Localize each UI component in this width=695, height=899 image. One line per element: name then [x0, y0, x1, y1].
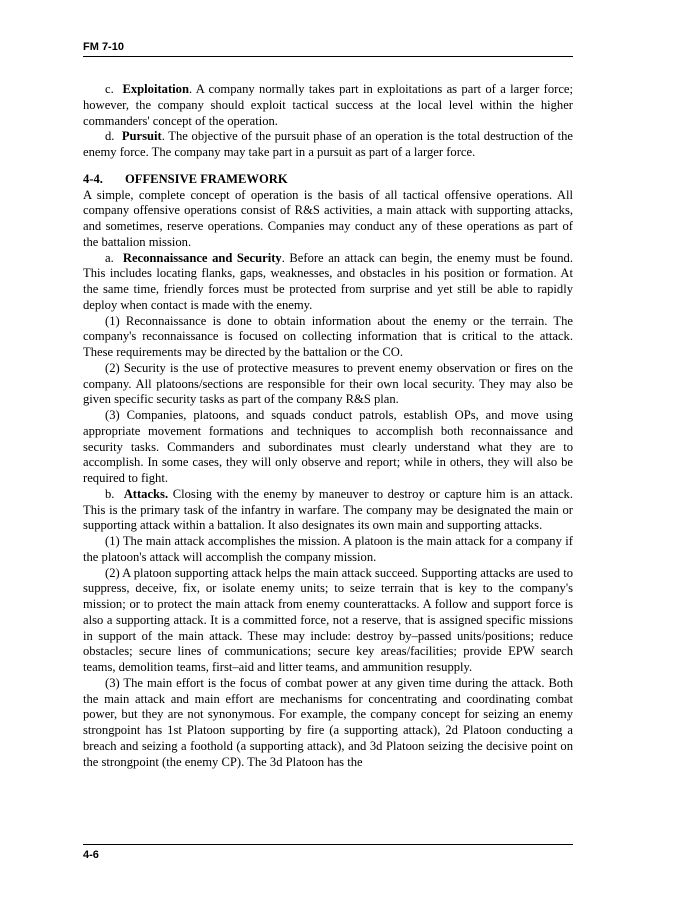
section-number: 4-4.: [83, 171, 103, 186]
header-rule: [83, 56, 573, 57]
paragraph-a-label: a.: [105, 250, 114, 265]
paragraph-b1: (1) The main attack accomplishes the mission. A platoon is the main attack for a company if the platoon's attack will accomplish the company mission.: [83, 534, 573, 564]
section-title: OFFENSIVE FRAMEWORK: [125, 171, 288, 186]
running-header: FM 7-10: [83, 41, 124, 53]
paragraph-d-label: d.: [105, 129, 115, 144]
paragraph-b-title: Attacks.: [123, 486, 169, 501]
paragraph-b: [83, 487, 573, 534]
page-number: 4-6: [83, 849, 99, 861]
paragraph-b2: (2) A platoon supporting attack helps the main attack succeed. Supporting attacks are used to suppress, deceive, fix, or isolate enemy units; to seize terrain that is key to the company's mission; or to protect the main attack from enemy counterattacks. A follow and support force is also a supporting attack. It is a committed force, not a reserve, that is assigned specific missions in support of the main attack. These may include: destroy by–passed units/positions; reduce obstacles; secure lines of communications; secure key areas/facilities; provide EPW search teams, demolition teams, first–aid and litter teams, and ammunition resupply.: [83, 565, 573, 674]
paragraph-a-text: . Before an attack can begin, the enemy must be found. This includes locating flanks, gaps, weaknesses, and obstacles in his position or formation. At the same time, friendly forces must be protected from surprise and yet still be able to rapidly deploy when contact is made with the enemy.: [83, 250, 573, 312]
footer-rule: [83, 844, 573, 845]
paragraph-c-label: c.: [105, 82, 114, 96]
paragraph-a1: (1) Reconnaissance is done to obtain information about the enemy or the terrain. The company's reconnaissance is focused on collecting information that is critical to the attack. These requirements may be directed by the battalion or the CO.: [83, 313, 573, 359]
paragraph-c-text: . A company normally takes part in exploitations as part of a larger force; however, the company should exploit tactical success at the local level within the higher commanders' concept of the operation.: [83, 82, 574, 128]
paragraph-b-label: b.: [105, 486, 115, 501]
paragraph-a3: (3) Companies, platoons, and squads conduct patrols, establish OPs, and move using appropriate movement formations and techniques to accomplish both reconnaissance and security tasks. Commanders and subordinates must clearly understand what they are to accomplish. In some cases, they will only observe and report; while in others, they will also be required to fight.: [83, 408, 573, 485]
page-body: [83, 82, 573, 770]
paragraph-b-text: Closing with the enemy by maneuver to destroy or capture him is an attack. This is the primary task of the infantry in warfare. The company may be designated the main or supporting attack within a battalion. It also designates its own main and supporting attacks.: [83, 486, 573, 533]
paragraph-a: [83, 251, 573, 314]
paragraph-c: [83, 82, 573, 129]
paragraph-a-title: Reconnaissance and Security: [122, 250, 282, 265]
section-heading: [83, 172, 573, 188]
paragraph-b3: (3) The main effort is the focus of combat power at any given time during the attack. Both the main attack and main effort are mechanisms for concentrating and coordinating combat power, but they are not synonymous. For example, the company concept for seizing an enemy strongpoint has 1st Platoon supporting by fire (a supporting attack), 2d Platoon conducting a breach and seizing a foothold (a supporting attack), and 3d Platoon seizing the decisive point on the strongpoint (the enemy CP). The 3d Platoon has the: [83, 675, 573, 769]
section-gap: [83, 161, 573, 172]
paragraph-d-text: . The objective of the pursuit phase of an operation is the total destruction of the enemy force. The company may take part in a pursuit as part of a larger force.: [83, 129, 574, 159]
paragraph-c-title: Exploitation: [122, 82, 189, 96]
paragraph-d: [83, 129, 573, 161]
paragraph-d-title: Pursuit: [121, 129, 162, 144]
paragraph-a2: (2) Security is the use of protective measures to prevent enemy observation or fires on the company. All platoons/sections are responsible for their own local security. They may also be given specific security tasks as part of the company R&S plan.: [83, 360, 573, 407]
section-intro: A simple, complete concept of operation is the basis of all tactical offensive operations. All company offensive operations consist of R&S activities, a main attack with supporting attacks, and sometimes, reserve operations. Companies may conduct any of these operations as part of the battalion mission.: [83, 187, 573, 249]
